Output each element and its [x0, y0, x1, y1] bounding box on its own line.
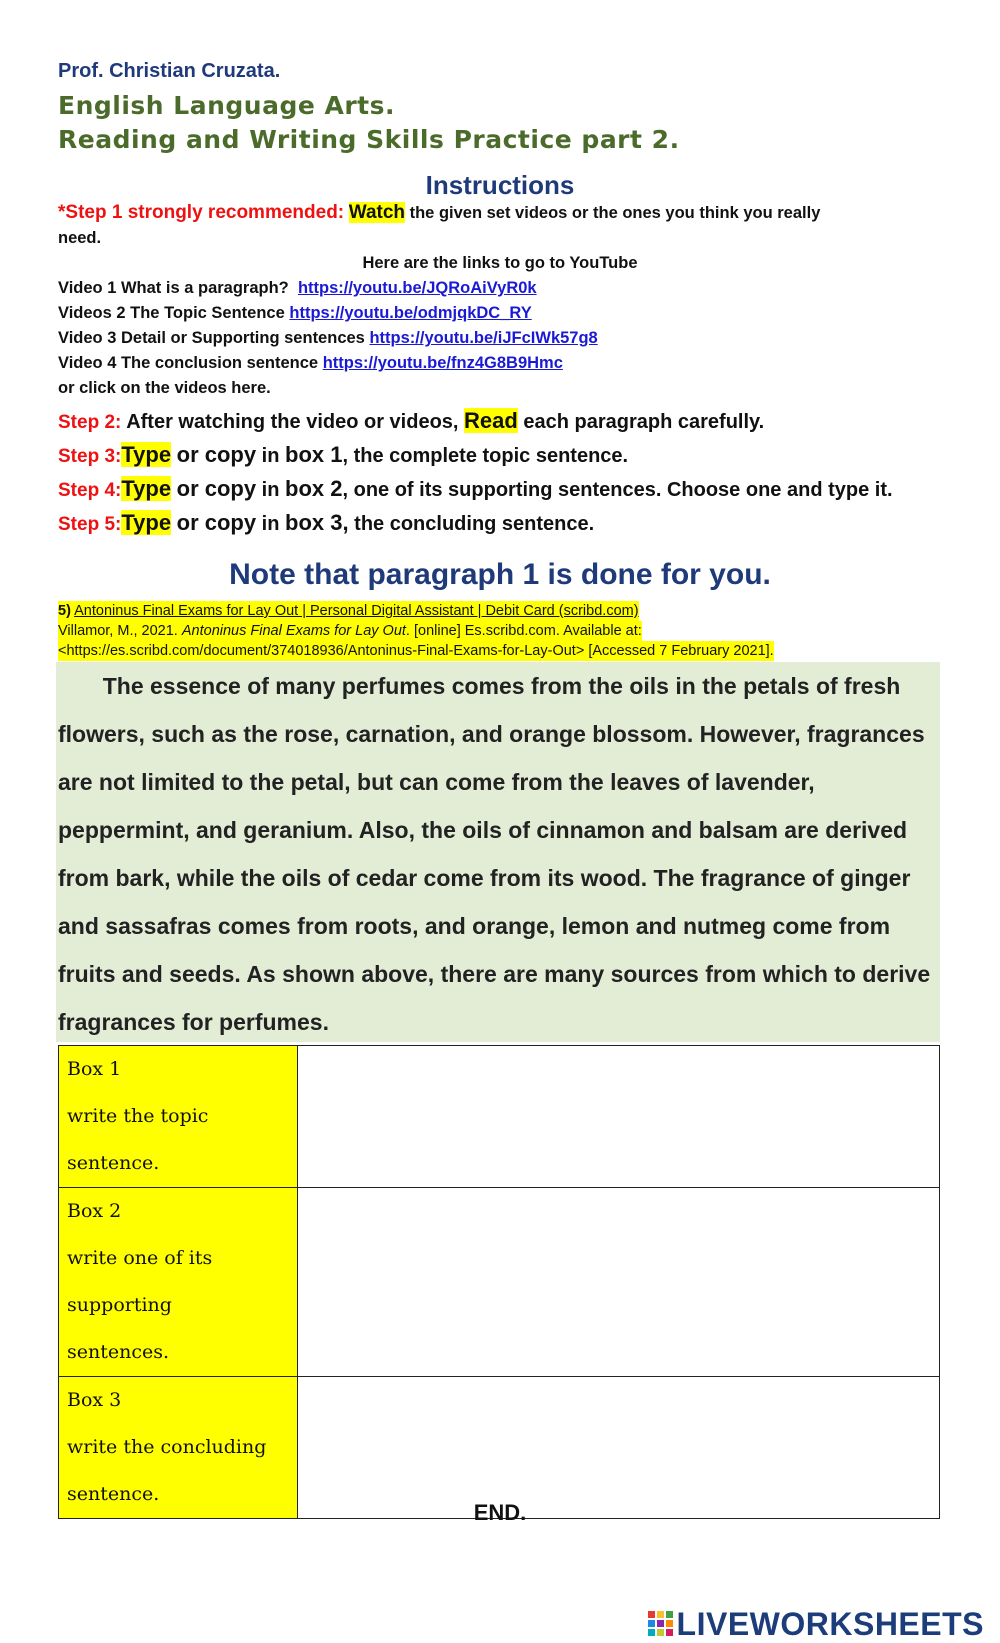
citation-number: 5): [58, 603, 71, 619]
paragraph-line: fruits and seeds. As shown above, there are many sources from which to derive: [58, 961, 931, 987]
box-label: [59, 1377, 298, 1519]
citation-author: Villamor, M., 2021.: [58, 623, 178, 639]
reading-paragraph: [56, 662, 940, 1042]
step2-verb: Read: [464, 408, 518, 433]
liveworksheets-logo: [647, 1606, 984, 1643]
step4-in: in: [261, 479, 280, 501]
paragraph-line: flowers, such as the rose, carnation, and orange blossom. However, fragrances: [58, 721, 925, 747]
box3-answer-field[interactable]: [298, 1377, 940, 1519]
citation-row: [58, 621, 642, 641]
step4-text: , one of its supporting sentences. Choose one and type it.: [342, 479, 893, 501]
answer-boxes-table: [58, 1045, 940, 1519]
step5-box: box 3,: [285, 510, 349, 535]
box-instruction: write one of its supporting: [67, 1247, 213, 1316]
step4-verb: Type: [121, 476, 172, 501]
note-heading: Note that paragraph 1 is done for you.: [229, 558, 771, 591]
step5-in: in: [261, 513, 280, 535]
step5-line: [58, 510, 594, 536]
instructions-heading: Instructions: [425, 170, 575, 200]
step3-label: Step 3:: [58, 446, 122, 467]
box-instruction: sentences.: [67, 1341, 170, 1363]
step5-verb: Type: [121, 510, 172, 535]
step1-verb: Watch: [348, 202, 406, 223]
paragraph-line: and sassafras comes from roots, and orange, lemon and nutmeg come from: [58, 913, 891, 939]
step2-line: [58, 408, 764, 434]
subject-title: English Language Arts.: [58, 91, 396, 120]
step3-box: box 1: [285, 442, 343, 467]
step4-line: [58, 476, 893, 502]
step2-text-end: each paragraph carefully.: [523, 411, 765, 433]
click-videos-text: or click on the videos here.: [58, 379, 271, 397]
worksheet-title: Reading and Writing Skills Practice part 2.: [58, 125, 680, 154]
step5-label: Step 5:: [58, 514, 122, 535]
video-link[interactable]: https://youtu.be/JQRoAiVyR0k: [297, 279, 537, 297]
box-row: [59, 1377, 940, 1519]
video-row: [58, 354, 563, 373]
step3-verb: Type: [121, 442, 172, 467]
video-label: Videos 2 The Topic Sentence: [58, 304, 285, 322]
citation-row: [58, 601, 639, 621]
video-row: [58, 304, 532, 323]
box-row: [59, 1046, 940, 1188]
step2-label: Step 2:: [58, 412, 122, 433]
video-label: Video 1 What is a paragraph?: [58, 279, 289, 297]
paragraph-line: fragrances for perfumes.: [58, 1009, 329, 1035]
box1-answer-field[interactable]: [298, 1046, 940, 1188]
box-label: [59, 1188, 298, 1377]
video-link[interactable]: https://youtu.be/fnz4G8B9Hmc: [322, 354, 563, 372]
box-title: Box 3: [67, 1389, 122, 1411]
citation-url: <https://es.scribd.com/document/374018936/Antoninus-Final-Exams-for-Lay-Out> [Accessed 7 February 2021].: [58, 643, 774, 659]
step1-text: the given set videos or the ones you think you really: [409, 204, 821, 222]
step4-label: Step 4:: [58, 480, 122, 501]
liveworksheets-logo-icon: [647, 1610, 675, 1638]
logo-text: LIVEWORKSHEETS: [676, 1606, 984, 1642]
video-row: [58, 279, 537, 298]
video-row: [58, 329, 598, 348]
video-link[interactable]: https://youtu.be/iJFcIWk57g8: [369, 329, 598, 347]
box2-answer-field[interactable]: [298, 1188, 940, 1377]
end-text: END.: [473, 1500, 527, 1525]
citation-link[interactable]: Antoninus Final Exams for Lay Out | Personal Digital Assistant | Debit Card (scribd.com): [74, 603, 639, 619]
video-label: Video 4 The conclusion sentence: [58, 354, 319, 372]
box-label: [59, 1046, 298, 1188]
paragraph-line: from bark, while the oils of cedar come from its wood. The fragrance of ginger: [58, 865, 911, 891]
step4-box: box 2: [285, 476, 343, 501]
step2-text: After watching the video or videos,: [126, 411, 459, 433]
box-row: [59, 1188, 940, 1377]
step5-copy: or copy: [176, 510, 257, 535]
video-link[interactable]: https://youtu.be/odmjqkDC_RY: [289, 304, 532, 322]
paragraph-line: peppermint, and geranium. Also, the oils of cinnamon and balsam are derived: [58, 817, 908, 843]
step4-copy: or copy: [176, 476, 257, 501]
citation-row: [58, 641, 774, 661]
step5-text: the concluding sentence.: [354, 513, 595, 535]
step3-text: , the complete topic sentence.: [342, 445, 629, 467]
citation-title: Antoninus Final Exams for Lay Out: [181, 623, 406, 639]
step3-in: in: [261, 445, 280, 467]
paragraph-line: are not limited to the petal, but can come from the leaves of lavender,: [58, 769, 815, 795]
step3-copy: or copy: [176, 442, 257, 467]
step1-line: [58, 202, 820, 224]
box-title: Box 2: [67, 1200, 122, 1222]
box-instruction: write the topic sentence.: [67, 1105, 209, 1174]
box-title: Box 1: [67, 1058, 122, 1080]
citation-source: . [online] Es.scribd.com. Available at:: [405, 623, 642, 639]
step1-label: *Step 1 strongly recommended:: [58, 202, 345, 223]
step3-line: [58, 442, 628, 468]
box-instruction: sentence.: [67, 1483, 160, 1505]
step1-text-cont: need.: [58, 229, 102, 247]
box-instruction: write the concluding: [67, 1436, 267, 1458]
links-intro: Here are the links to go to YouTube: [362, 254, 638, 272]
video-label: Video 3 Detail or Supporting sentences: [58, 329, 365, 347]
paragraph-line: The essence of many perfumes comes from the oils in the petals of fresh: [58, 673, 901, 699]
citation: [58, 601, 774, 661]
author-name: Prof. Christian Cruzata.: [58, 60, 281, 82]
